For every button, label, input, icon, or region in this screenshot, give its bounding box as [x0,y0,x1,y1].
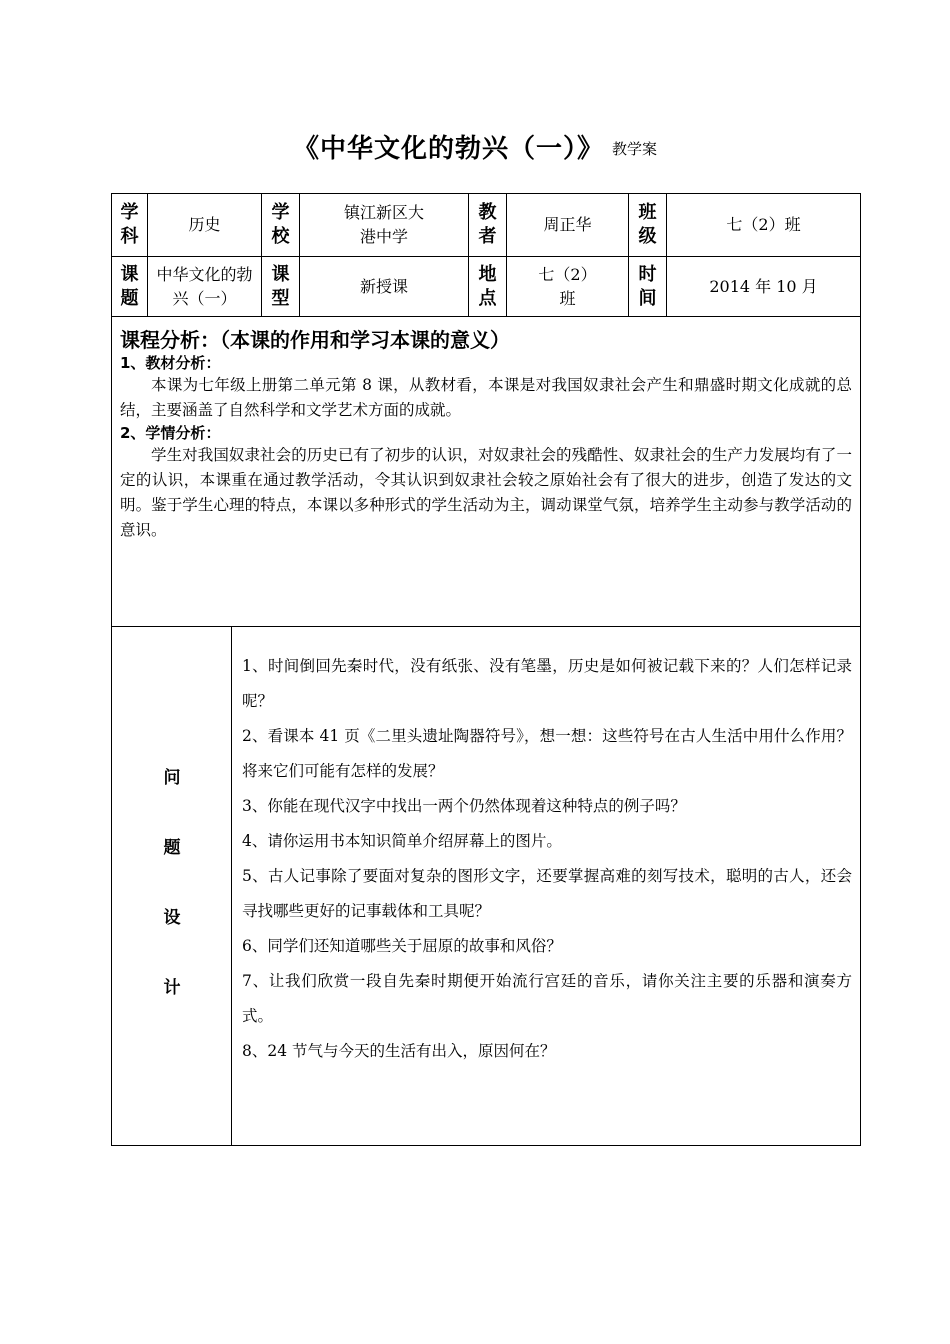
textbook-analysis-heading: 1、教材分析： [120,354,221,372]
time-label-cell [629,257,667,316]
subject-label-cell [112,194,148,256]
question-item: 6、同学们还知道哪些关于屈原的故事和风俗？ [242,937,562,955]
student-analysis-heading: 2、学情分析： [120,424,221,442]
design-label-char: 问 [163,768,181,788]
school-value-cell [300,194,469,256]
class-label: 班级 [638,202,657,247]
question-item: 8、24 节气与今天的生活有出入，原因何在？ [242,1042,556,1060]
question-item: 2、看课本 41 页《二里头遗址陶器符号》，想一想：这些符号在古人生活中用什么作用？将来它们可能有怎样的发展？ [242,727,852,780]
school-label: 学校 [271,202,290,247]
time-value: 2014 年 10 月 [709,276,818,296]
question-design-section [112,627,860,1145]
lesson-plan-table [111,193,861,1146]
info-row-1 [112,194,860,257]
design-label-char: 设 [163,908,181,928]
student-analysis-text: 学生对我国奴隶社会的历史已有了初步的认识，对奴隶社会的残酷性、奴隶社会的生产力发展均有了一定的认识，本课重在通过教学活动，令其认识到奴隶社会较之原始社会有了很大的进步，创造了发达的文明。鉴于学生心理的特点，本课以多种形式的学生活动为主，调动课堂气氛，培养学生主动参与教学活动的意识。 [120,446,852,539]
document-title [0,128,950,165]
school-label-cell [262,194,300,256]
location-value: 七（2）班 [538,264,597,308]
school-value: 镇江新区大港中学 [344,203,425,246]
class-label-cell [629,194,667,256]
topic-label-cell [112,257,148,316]
subject-label: 学科 [120,202,139,247]
textbook-analysis-text: 本课为七年级上册第二单元第 8 课，从教材看，本课是对我国奴隶社会产生和鼎盛时期文化成就的总结，主要涵盖了自然科学和文学艺术方面的成就。 [120,376,852,419]
course-analysis-section [112,317,860,627]
class-value: 七（2）班 [726,215,801,234]
location-label-cell [469,257,507,316]
subject-value-cell [148,194,262,256]
teacher-label: 教者 [478,202,497,247]
lesson-type-value: 新授课 [359,276,408,296]
class-value-cell [667,194,860,256]
subject-value: 历史 [188,215,221,234]
design-label-char: 计 [163,978,181,998]
design-label-char: 题 [163,838,181,858]
title-sub: 教学案 [612,140,658,158]
topic-value: 中华文化的勃兴（一） [156,264,253,308]
lesson-type-value-cell [300,257,469,316]
lesson-type-label: 课型 [271,263,290,309]
teacher-value: 周正华 [543,215,592,234]
time-value-cell [667,257,860,316]
title-main: 《中华文化的勃兴（一）》 [292,134,604,164]
lesson-type-label-cell [262,257,300,316]
question-item: 3、你能在现代汉字中找出一两个仍然体现着这种特点的例子吗？ [242,797,686,815]
info-row-2 [112,257,860,317]
analysis-heading: 课程分析：（本课的作用和学习本课的意义） [120,328,510,352]
question-item: 5、古人记事除了要面对复杂的图形文字，还要掌握高难的刻写技术，聪明的古人，还会寻找哪些更好的记事载体和工具呢？ [242,867,852,920]
location-label: 地点 [478,263,497,309]
topic-value-cell [148,257,262,316]
time-label: 时间 [638,263,657,309]
question-item: 1、时间倒回先秦时代，没有纸张、没有笔墨，历史是如何被记载下来的？人们怎样记录呢？ [242,657,852,710]
question-design-label [112,627,232,1145]
location-value-cell [507,257,629,316]
question-list [232,649,860,1069]
topic-label: 课题 [120,263,139,309]
question-item: 7、让我们欣赏一段自先秦时期便开始流行宫廷的音乐，请你关注主要的乐器和演奏方式。 [242,972,852,1025]
question-item: 4、请你运用书本知识简单介绍屏幕上的图片。 [242,832,562,850]
teacher-value-cell [507,194,629,256]
teacher-label-cell [469,194,507,256]
